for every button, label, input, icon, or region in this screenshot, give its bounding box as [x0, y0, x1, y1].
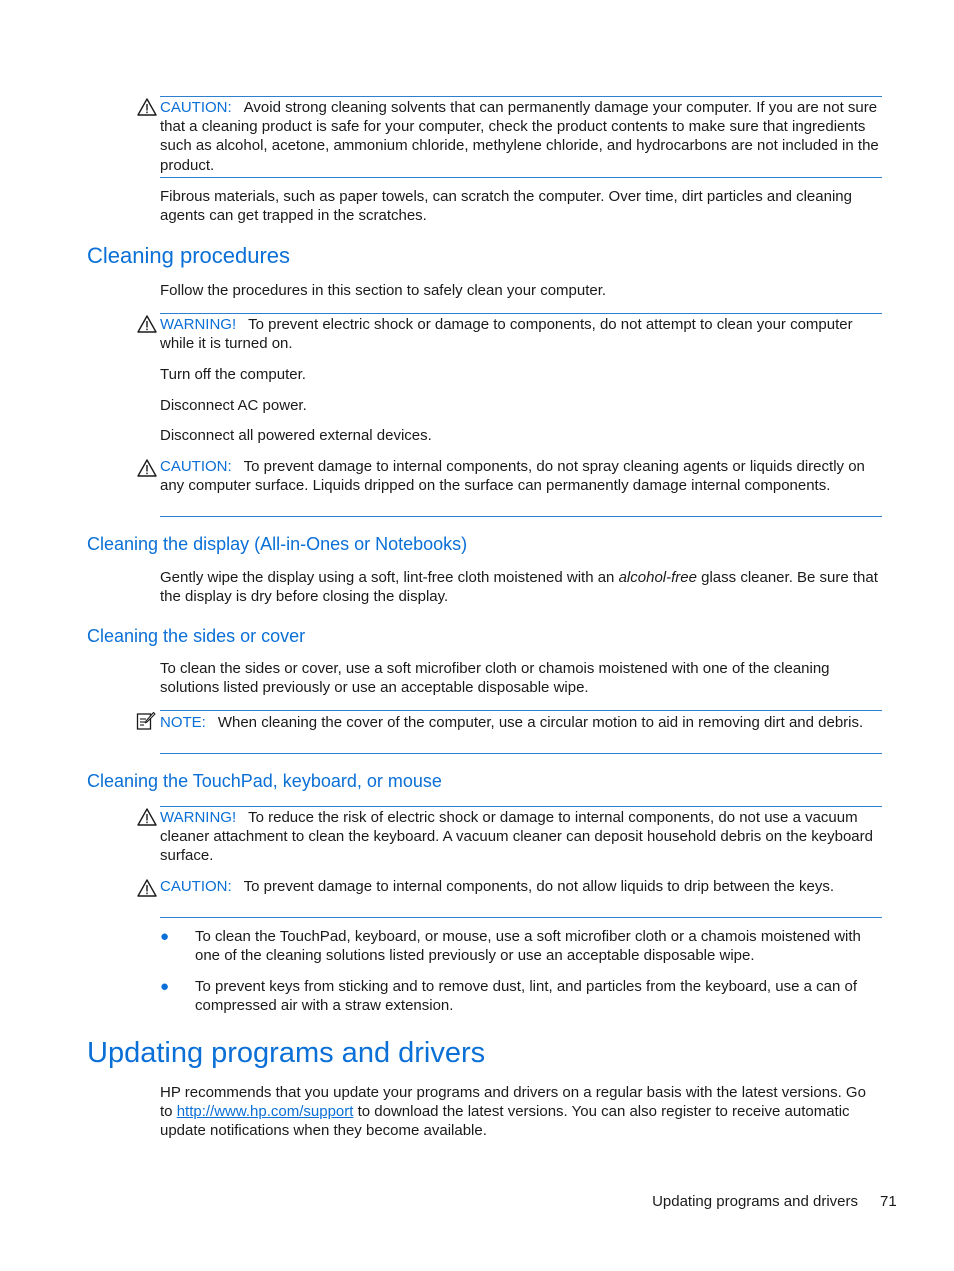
caution-notice — [160, 877, 882, 896]
sides-paragraph: To clean the sides or cover, use a soft microfiber cloth or chamois moistened with one of the cleaning solutions listed previously or use an acceptable disposable wipe. — [160, 660, 830, 697]
notice-bottom-rule — [160, 917, 882, 918]
step-turn-off: Turn off the computer. — [160, 366, 306, 383]
chapter-heading-updating: Updating programs and drivers — [87, 1037, 486, 1069]
warning-triangle-icon — [137, 315, 157, 333]
note-label: NOTE: — [160, 714, 206, 731]
caution-notice — [160, 457, 882, 495]
caution-label: CAUTION: — [160, 458, 232, 475]
note-pencil-icon — [136, 711, 156, 731]
list-item: To clean the TouchPad, keyboard, or mouse, use a soft microfiber cloth or a chamois moistened with one of the cleaning solutions listed previously or use an acceptable disposable wipe. — [195, 928, 861, 965]
section-heading-cleaning-touchpad: Cleaning the TouchPad, keyboard, or mouse — [87, 771, 442, 791]
warning-notice — [160, 808, 882, 866]
step-disconnect-devices: Disconnect all powered external devices. — [160, 427, 432, 444]
display-text-after: glass cleaner. Be sure that the display is dry before closing the display. — [160, 569, 878, 606]
notice-bottom-rule — [160, 753, 882, 754]
caution-notice — [160, 98, 882, 175]
list-item: To prevent keys from sticking and to remove dust, lint, and particles from the keyboard, use a can of compressed air with a straw extension. — [195, 978, 857, 1015]
note-text: When cleaning the cover of the computer, use a circular motion to aid in removing dirt and debris. — [217, 714, 864, 731]
notice-bottom-rule — [160, 516, 882, 517]
step-disconnect-ac: Disconnect AC power. — [160, 397, 307, 414]
page-number: 71 — [880, 1193, 897, 1210]
bullet-icon: ● — [160, 978, 170, 995]
cleaning-procedures-intro: Follow the procedures in this section to safely clean your computer. — [160, 282, 607, 299]
display-paragraph — [160, 568, 882, 606]
notice-top-rule — [160, 806, 882, 807]
caution-label: CAUTION: — [160, 99, 232, 116]
warning-triangle-icon — [137, 808, 157, 826]
fibrous-paragraph: Fibrous materials, such as paper towels, can scratch the computer. Over time, dirt particles and cleaning agents can get trapped in the scratches. — [160, 188, 852, 225]
notice-top-rule — [160, 313, 882, 314]
warning-label: WARNING! — [160, 809, 237, 826]
section-heading-cleaning-sides: Cleaning the sides or cover — [87, 626, 306, 646]
warning-triangle-icon — [137, 879, 157, 897]
footer-title: Updating programs and drivers — [652, 1193, 858, 1210]
display-text-emphasis: alcohol-free — [618, 569, 697, 586]
section-heading-cleaning-display: Cleaning the display (All-in-Ones or Notebooks) — [87, 534, 468, 554]
bullet-icon: ● — [160, 928, 170, 945]
updating-text-before: HP recommends that you update your programs and drivers on a regular basis with the latest versions. Go to — [160, 1084, 866, 1121]
caution-text: Avoid strong cleaning solvents that can permanently damage your computer. If you are not sure that a cleaning product is safe for your computer, check the product contents to make sure that ingredients such as alcohol, acetone, ammonium chloride, methylene chloride, and hydrocarbons are not included in the product. — [160, 99, 879, 174]
notice-top-rule — [160, 96, 882, 97]
notice-top-rule — [160, 710, 882, 711]
warning-text: To reduce the risk of electric shock or damage to internal components, do not use a vacuum cleaner attachment to clean the keyboard. A vacuum cleaner can deposit household debris on the keyboard surface. — [160, 809, 873, 865]
hp-support-link[interactable]: http://www.hp.com/support — [176, 1103, 354, 1121]
warning-triangle-icon — [137, 98, 157, 116]
caution-text: To prevent damage to internal components, do not spray cleaning agents or liquids directly on any computer surface. Liquids dripped on the surface can permanently damage internal components. — [160, 458, 865, 495]
warning-triangle-icon — [137, 459, 157, 477]
caution-label: CAUTION: — [160, 878, 232, 895]
section-heading-cleaning-procedures: Cleaning procedures — [87, 243, 291, 268]
warning-notice — [160, 315, 882, 353]
updating-text-after: to download the latest versions. You can also register to receive automatic update notifications when they become available. — [160, 1103, 850, 1140]
caution-text: To prevent damage to internal components, do not allow liquids to drip between the keys. — [243, 878, 835, 895]
display-text-before: Gently wipe the display using a soft, lint-free cloth moistened with an — [160, 569, 619, 586]
updating-paragraph — [160, 1083, 882, 1141]
warning-text: To prevent electric shock or damage to components, do not attempt to clean your computer while it is turned on. — [160, 316, 853, 353]
warning-label: WARNING! — [160, 316, 237, 333]
note-notice — [160, 713, 882, 732]
notice-bottom-rule — [160, 177, 882, 178]
